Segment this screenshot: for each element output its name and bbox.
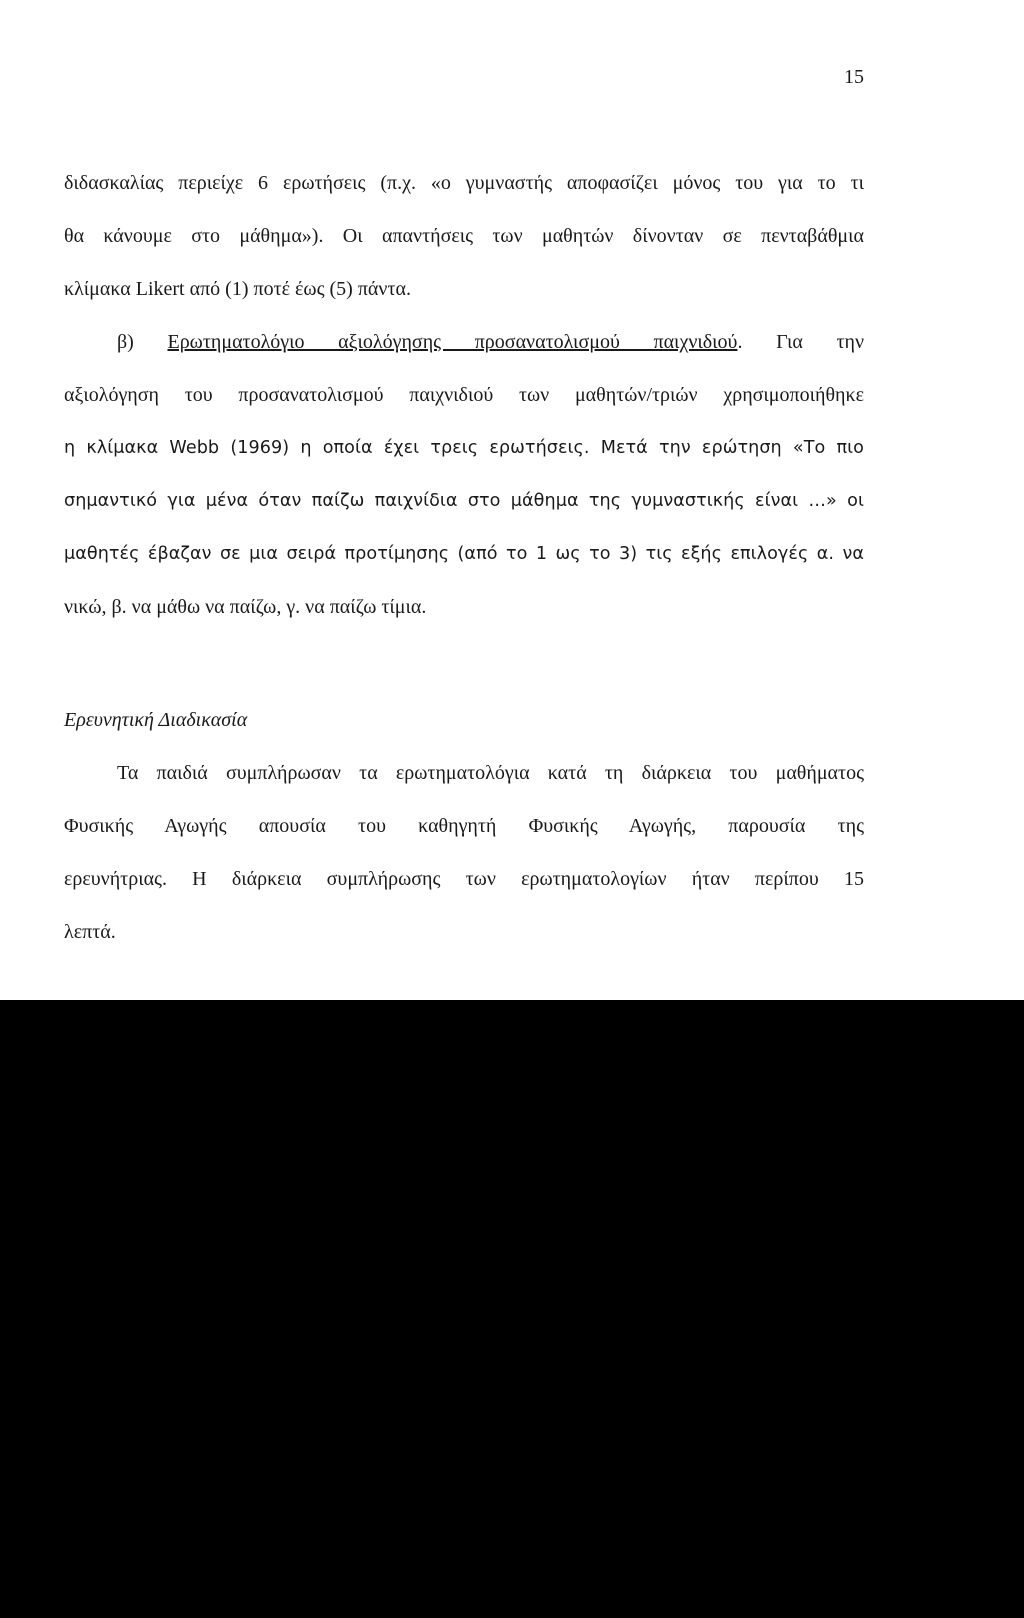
black-region: [0, 1000, 1024, 1618]
subsection-title-line: [117, 329, 864, 355]
text-line: κλίμακα Likert από (1) ποτέ έως (5) πάντα.: [64, 278, 411, 300]
section-heading: Ερευνητική Διαδικασία: [64, 709, 248, 731]
text-line: η κλίμακα Webb (1969) η οποία έχει τρεις ερωτήσεις. Μετά την ερώτηση «Το πιο: [64, 438, 864, 458]
text-line: αξιολόγηση του προσανατολισμού παιχνιδιού των μαθητών/τριών χρησιμοποιήθηκε: [64, 384, 864, 406]
text-fragment: . Για την: [737, 331, 864, 353]
list-marker: β): [117, 331, 168, 353]
text-line: διδασκαλίας περιείχε 6 ερωτήσεις (π.χ. «ο γυμναστής αποφασίζει μόνος του για το τι: [64, 172, 864, 194]
text-line: λεπτά.: [64, 921, 116, 943]
text-line: μαθητές έβαζαν σε μια σειρά προτίμησης (από το 1 ως το 3) τις εξής επιλογές α. να: [64, 544, 864, 564]
subsection-title: Ερωτηματολόγιο αξιολόγησης προσανατολισμού παιχνιδιού: [167, 331, 738, 353]
text-line: Τα παιδιά συμπλήρωσαν τα ερωτηματολόγια κατά τη διάρκεια του μαθήματος: [117, 762, 864, 784]
text-line: σημαντικό για μένα όταν παίζω παιχνίδια στο μάθημα της γυμναστικής είναι …» οι: [64, 491, 864, 511]
text-line: ερευνήτριας. Η διάρκεια συμπλήρωσης των ερωτηματολογίων ήταν περίπου 15: [64, 868, 864, 890]
page-number: 15: [844, 66, 864, 88]
text-line: νικώ, β. να μάθω να παίζω, γ. να παίζω τίμια.: [64, 596, 427, 618]
text-line: θα κάνουμε στο μάθημα»). Οι απαντήσεις των μαθητών δίνονταν σε πενταβάθμια: [64, 225, 864, 247]
text-line: Φυσικής Αγωγής απουσία του καθηγητή Φυσικής Αγωγής, παρουσία της: [64, 815, 864, 837]
